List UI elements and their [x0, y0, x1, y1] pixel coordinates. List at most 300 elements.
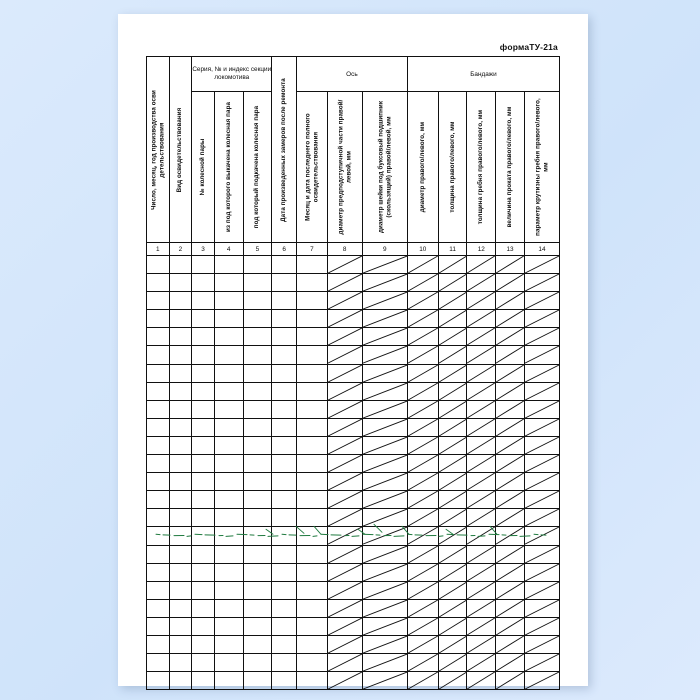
table-cell-c6[interactable] [272, 581, 297, 599]
table-cell-c11[interactable] [438, 364, 467, 382]
table-cell-c6[interactable] [272, 473, 297, 491]
table-cell-c10[interactable] [407, 274, 438, 292]
table-cell-c4[interactable] [214, 400, 243, 418]
table-cell-c3[interactable] [192, 310, 215, 328]
table-cell-c8[interactable] [327, 563, 362, 581]
table-cell-c7[interactable] [296, 400, 327, 418]
table-cell-c9[interactable] [362, 274, 407, 292]
table-cell-c14[interactable] [524, 672, 559, 690]
table-cell-c11[interactable] [438, 581, 467, 599]
table-cell-c2[interactable] [169, 581, 192, 599]
table-cell-c5[interactable] [243, 545, 272, 563]
table-cell-c2[interactable] [169, 310, 192, 328]
table-cell-c10[interactable] [407, 581, 438, 599]
table-cell-c5[interactable] [243, 509, 272, 527]
table-cell-c11[interactable] [438, 527, 467, 545]
table-cell-c4[interactable] [214, 455, 243, 473]
table-cell-c4[interactable] [214, 654, 243, 672]
table-cell-c13[interactable] [496, 364, 525, 382]
table-cell-c3[interactable] [192, 455, 215, 473]
table-cell-c12[interactable] [467, 654, 496, 672]
table-cell-c12[interactable] [467, 455, 496, 473]
table-cell-c6[interactable] [272, 274, 297, 292]
table-cell-c7[interactable] [296, 455, 327, 473]
table-cell-c1[interactable] [147, 418, 170, 436]
table-cell-c9[interactable] [362, 382, 407, 400]
table-cell-c2[interactable] [169, 491, 192, 509]
table-cell-c3[interactable] [192, 563, 215, 581]
table-cell-c11[interactable] [438, 310, 467, 328]
table-cell-c13[interactable] [496, 400, 525, 418]
table-cell-c2[interactable] [169, 654, 192, 672]
table-cell-c1[interactable] [147, 382, 170, 400]
table-cell-c12[interactable] [467, 617, 496, 635]
table-cell-c10[interactable] [407, 491, 438, 509]
table-cell-c5[interactable] [243, 400, 272, 418]
table-cell-c2[interactable] [169, 436, 192, 454]
table-cell-c14[interactable] [524, 654, 559, 672]
table-cell-c7[interactable] [296, 581, 327, 599]
table-cell-c14[interactable] [524, 545, 559, 563]
table-cell-c12[interactable] [467, 436, 496, 454]
table-cell-c10[interactable] [407, 382, 438, 400]
table-cell-c4[interactable] [214, 256, 243, 274]
table-cell-c2[interactable] [169, 509, 192, 527]
table-cell-c7[interactable] [296, 654, 327, 672]
table-cell-c4[interactable] [214, 527, 243, 545]
table-cell-c1[interactable] [147, 256, 170, 274]
table-cell-c6[interactable] [272, 455, 297, 473]
table-cell-c14[interactable] [524, 310, 559, 328]
table-cell-c12[interactable] [467, 346, 496, 364]
table-cell-c13[interactable] [496, 599, 525, 617]
table-cell-c8[interactable] [327, 400, 362, 418]
table-cell-c10[interactable] [407, 509, 438, 527]
table-cell-c9[interactable] [362, 635, 407, 653]
table-cell-c14[interactable] [524, 617, 559, 635]
table-cell-c6[interactable] [272, 599, 297, 617]
table-cell-c1[interactable] [147, 491, 170, 509]
table-cell-c1[interactable] [147, 310, 170, 328]
table-cell-c8[interactable] [327, 491, 362, 509]
table-cell-c7[interactable] [296, 617, 327, 635]
table-cell-c5[interactable] [243, 654, 272, 672]
table-cell-c12[interactable] [467, 599, 496, 617]
table-cell-c4[interactable] [214, 382, 243, 400]
table-cell-c6[interactable] [272, 364, 297, 382]
table-cell-c11[interactable] [438, 346, 467, 364]
table-cell-c7[interactable] [296, 382, 327, 400]
table-cell-c13[interactable] [496, 581, 525, 599]
table-cell-c3[interactable] [192, 382, 215, 400]
table-cell-c1[interactable] [147, 274, 170, 292]
table-cell-c10[interactable] [407, 400, 438, 418]
table-cell-c8[interactable] [327, 635, 362, 653]
table-cell-c10[interactable] [407, 473, 438, 491]
table-cell-c3[interactable] [192, 328, 215, 346]
table-cell-c7[interactable] [296, 599, 327, 617]
table-cell-c8[interactable] [327, 473, 362, 491]
table-cell-c10[interactable] [407, 545, 438, 563]
table-cell-c9[interactable] [362, 346, 407, 364]
table-cell-c14[interactable] [524, 527, 559, 545]
table-cell-c10[interactable] [407, 310, 438, 328]
table-cell-c2[interactable] [169, 563, 192, 581]
table-cell-c10[interactable] [407, 256, 438, 274]
table-cell-c8[interactable] [327, 436, 362, 454]
table-cell-c5[interactable] [243, 418, 272, 436]
table-cell-c3[interactable] [192, 346, 215, 364]
table-cell-c5[interactable] [243, 563, 272, 581]
table-cell-c13[interactable] [496, 274, 525, 292]
table-cell-c5[interactable] [243, 346, 272, 364]
table-cell-c6[interactable] [272, 563, 297, 581]
table-cell-c8[interactable] [327, 617, 362, 635]
table-cell-c9[interactable] [362, 400, 407, 418]
table-cell-c12[interactable] [467, 509, 496, 527]
table-cell-c3[interactable] [192, 418, 215, 436]
table-cell-c7[interactable] [296, 672, 327, 690]
table-cell-c9[interactable] [362, 581, 407, 599]
table-cell-c2[interactable] [169, 346, 192, 364]
table-cell-c4[interactable] [214, 274, 243, 292]
table-cell-c5[interactable] [243, 599, 272, 617]
table-cell-c7[interactable] [296, 274, 327, 292]
table-cell-c4[interactable] [214, 563, 243, 581]
table-cell-c4[interactable] [214, 491, 243, 509]
table-cell-c1[interactable] [147, 436, 170, 454]
table-cell-c14[interactable] [524, 400, 559, 418]
table-cell-c2[interactable] [169, 274, 192, 292]
table-cell-c8[interactable] [327, 527, 362, 545]
table-cell-c2[interactable] [169, 256, 192, 274]
table-cell-c8[interactable] [327, 418, 362, 436]
table-cell-c11[interactable] [438, 382, 467, 400]
table-cell-c12[interactable] [467, 581, 496, 599]
table-cell-c1[interactable] [147, 509, 170, 527]
table-cell-c9[interactable] [362, 599, 407, 617]
table-cell-c12[interactable] [467, 400, 496, 418]
table-cell-c2[interactable] [169, 527, 192, 545]
table-cell-c8[interactable] [327, 599, 362, 617]
table-cell-c5[interactable] [243, 672, 272, 690]
table-cell-c7[interactable] [296, 256, 327, 274]
table-cell-c11[interactable] [438, 617, 467, 635]
table-cell-c10[interactable] [407, 346, 438, 364]
table-cell-c9[interactable] [362, 418, 407, 436]
table-cell-c13[interactable] [496, 527, 525, 545]
table-cell-c4[interactable] [214, 418, 243, 436]
table-cell-c7[interactable] [296, 491, 327, 509]
table-cell-c1[interactable] [147, 473, 170, 491]
table-cell-c4[interactable] [214, 581, 243, 599]
table-cell-c8[interactable] [327, 455, 362, 473]
table-cell-c3[interactable] [192, 581, 215, 599]
table-cell-c14[interactable] [524, 328, 559, 346]
table-cell-c14[interactable] [524, 436, 559, 454]
table-cell-c13[interactable] [496, 545, 525, 563]
table-cell-c4[interactable] [214, 473, 243, 491]
table-cell-c13[interactable] [496, 473, 525, 491]
table-cell-c9[interactable] [362, 310, 407, 328]
table-cell-c13[interactable] [496, 635, 525, 653]
table-cell-c4[interactable] [214, 310, 243, 328]
table-cell-c12[interactable] [467, 563, 496, 581]
table-cell-c8[interactable] [327, 328, 362, 346]
table-cell-c8[interactable] [327, 256, 362, 274]
table-cell-c11[interactable] [438, 436, 467, 454]
table-cell-c4[interactable] [214, 509, 243, 527]
table-cell-c3[interactable] [192, 256, 215, 274]
table-cell-c9[interactable] [362, 473, 407, 491]
table-cell-c1[interactable] [147, 635, 170, 653]
table-cell-c11[interactable] [438, 256, 467, 274]
table-cell-c11[interactable] [438, 635, 467, 653]
table-cell-c4[interactable] [214, 545, 243, 563]
table-cell-c3[interactable] [192, 473, 215, 491]
table-cell-c3[interactable] [192, 436, 215, 454]
table-cell-c2[interactable] [169, 599, 192, 617]
table-cell-c8[interactable] [327, 509, 362, 527]
table-cell-c2[interactable] [169, 672, 192, 690]
table-cell-c4[interactable] [214, 672, 243, 690]
table-cell-c6[interactable] [272, 654, 297, 672]
table-cell-c8[interactable] [327, 672, 362, 690]
table-cell-c1[interactable] [147, 599, 170, 617]
table-cell-c11[interactable] [438, 418, 467, 436]
table-cell-c1[interactable] [147, 545, 170, 563]
table-cell-c11[interactable] [438, 545, 467, 563]
table-cell-c6[interactable] [272, 400, 297, 418]
table-cell-c9[interactable] [362, 617, 407, 635]
table-cell-c4[interactable] [214, 635, 243, 653]
table-cell-c1[interactable] [147, 581, 170, 599]
table-cell-c9[interactable] [362, 527, 407, 545]
table-cell-c11[interactable] [438, 274, 467, 292]
table-cell-c5[interactable] [243, 256, 272, 274]
table-cell-c12[interactable] [467, 382, 496, 400]
table-cell-c1[interactable] [147, 617, 170, 635]
table-cell-c5[interactable] [243, 581, 272, 599]
table-cell-c10[interactable] [407, 418, 438, 436]
table-cell-c9[interactable] [362, 292, 407, 310]
table-cell-c7[interactable] [296, 310, 327, 328]
table-cell-c4[interactable] [214, 328, 243, 346]
table-cell-c7[interactable] [296, 563, 327, 581]
table-cell-c3[interactable] [192, 672, 215, 690]
table-cell-c14[interactable] [524, 364, 559, 382]
table-cell-c9[interactable] [362, 563, 407, 581]
table-cell-c2[interactable] [169, 292, 192, 310]
table-cell-c14[interactable] [524, 509, 559, 527]
table-cell-c9[interactable] [362, 256, 407, 274]
table-cell-c13[interactable] [496, 563, 525, 581]
table-cell-c2[interactable] [169, 545, 192, 563]
table-cell-c5[interactable] [243, 310, 272, 328]
table-cell-c6[interactable] [272, 418, 297, 436]
table-cell-c8[interactable] [327, 545, 362, 563]
table-cell-c7[interactable] [296, 292, 327, 310]
table-cell-c10[interactable] [407, 672, 438, 690]
table-cell-c12[interactable] [467, 527, 496, 545]
table-cell-c6[interactable] [272, 509, 297, 527]
table-cell-c12[interactable] [467, 473, 496, 491]
table-cell-c8[interactable] [327, 382, 362, 400]
table-cell-c4[interactable] [214, 346, 243, 364]
table-cell-c8[interactable] [327, 654, 362, 672]
table-cell-c10[interactable] [407, 455, 438, 473]
table-cell-c4[interactable] [214, 436, 243, 454]
table-cell-c10[interactable] [407, 436, 438, 454]
table-cell-c9[interactable] [362, 328, 407, 346]
table-cell-c4[interactable] [214, 617, 243, 635]
table-cell-c7[interactable] [296, 527, 327, 545]
table-cell-c14[interactable] [524, 491, 559, 509]
table-cell-c7[interactable] [296, 436, 327, 454]
table-cell-c7[interactable] [296, 509, 327, 527]
table-cell-c13[interactable] [496, 672, 525, 690]
table-cell-c1[interactable] [147, 292, 170, 310]
table-cell-c7[interactable] [296, 473, 327, 491]
table-cell-c3[interactable] [192, 617, 215, 635]
table-cell-c3[interactable] [192, 509, 215, 527]
table-cell-c10[interactable] [407, 654, 438, 672]
table-cell-c9[interactable] [362, 491, 407, 509]
table-cell-c13[interactable] [496, 328, 525, 346]
table-cell-c2[interactable] [169, 418, 192, 436]
table-cell-c8[interactable] [327, 274, 362, 292]
table-cell-c12[interactable] [467, 545, 496, 563]
table-cell-c12[interactable] [467, 364, 496, 382]
table-cell-c11[interactable] [438, 328, 467, 346]
table-cell-c8[interactable] [327, 310, 362, 328]
table-cell-c9[interactable] [362, 654, 407, 672]
table-cell-c14[interactable] [524, 274, 559, 292]
table-cell-c11[interactable] [438, 292, 467, 310]
table-cell-c5[interactable] [243, 436, 272, 454]
table-cell-c6[interactable] [272, 436, 297, 454]
table-cell-c11[interactable] [438, 509, 467, 527]
table-cell-c6[interactable] [272, 672, 297, 690]
table-cell-c1[interactable] [147, 364, 170, 382]
table-cell-c5[interactable] [243, 473, 272, 491]
table-cell-c14[interactable] [524, 418, 559, 436]
table-cell-c12[interactable] [467, 635, 496, 653]
table-cell-c12[interactable] [467, 328, 496, 346]
table-cell-c2[interactable] [169, 473, 192, 491]
table-cell-c13[interactable] [496, 418, 525, 436]
table-cell-c1[interactable] [147, 672, 170, 690]
table-cell-c11[interactable] [438, 672, 467, 690]
table-cell-c6[interactable] [272, 527, 297, 545]
table-cell-c13[interactable] [496, 346, 525, 364]
table-cell-c7[interactable] [296, 346, 327, 364]
table-cell-c6[interactable] [272, 346, 297, 364]
table-cell-c13[interactable] [496, 509, 525, 527]
table-cell-c11[interactable] [438, 455, 467, 473]
table-cell-c14[interactable] [524, 292, 559, 310]
table-cell-c3[interactable] [192, 545, 215, 563]
table-cell-c11[interactable] [438, 491, 467, 509]
table-cell-c9[interactable] [362, 509, 407, 527]
table-cell-c10[interactable] [407, 617, 438, 635]
table-cell-c12[interactable] [467, 310, 496, 328]
table-cell-c3[interactable] [192, 274, 215, 292]
table-cell-c3[interactable] [192, 292, 215, 310]
table-cell-c11[interactable] [438, 473, 467, 491]
table-cell-c13[interactable] [496, 455, 525, 473]
table-cell-c6[interactable] [272, 292, 297, 310]
table-cell-c1[interactable] [147, 654, 170, 672]
table-cell-c7[interactable] [296, 364, 327, 382]
table-cell-c3[interactable] [192, 654, 215, 672]
table-cell-c3[interactable] [192, 527, 215, 545]
table-cell-c11[interactable] [438, 563, 467, 581]
table-cell-c4[interactable] [214, 599, 243, 617]
table-cell-c5[interactable] [243, 382, 272, 400]
table-cell-c2[interactable] [169, 400, 192, 418]
table-cell-c5[interactable] [243, 617, 272, 635]
table-cell-c9[interactable] [362, 672, 407, 690]
table-cell-c1[interactable] [147, 400, 170, 418]
table-cell-c14[interactable] [524, 563, 559, 581]
table-cell-c14[interactable] [524, 635, 559, 653]
table-cell-c13[interactable] [496, 617, 525, 635]
table-cell-c4[interactable] [214, 364, 243, 382]
table-cell-c10[interactable] [407, 635, 438, 653]
table-cell-c8[interactable] [327, 364, 362, 382]
table-cell-c14[interactable] [524, 581, 559, 599]
table-cell-c12[interactable] [467, 672, 496, 690]
table-cell-c5[interactable] [243, 527, 272, 545]
table-cell-c8[interactable] [327, 346, 362, 364]
table-cell-c12[interactable] [467, 491, 496, 509]
table-cell-c2[interactable] [169, 328, 192, 346]
table-cell-c13[interactable] [496, 382, 525, 400]
table-cell-c10[interactable] [407, 563, 438, 581]
table-cell-c3[interactable] [192, 635, 215, 653]
table-cell-c14[interactable] [524, 599, 559, 617]
table-cell-c7[interactable] [296, 328, 327, 346]
table-cell-c1[interactable] [147, 328, 170, 346]
table-cell-c1[interactable] [147, 527, 170, 545]
table-cell-c11[interactable] [438, 654, 467, 672]
table-cell-c5[interactable] [243, 364, 272, 382]
table-cell-c12[interactable] [467, 274, 496, 292]
table-cell-c7[interactable] [296, 635, 327, 653]
table-cell-c2[interactable] [169, 382, 192, 400]
table-cell-c6[interactable] [272, 328, 297, 346]
table-cell-c11[interactable] [438, 400, 467, 418]
table-cell-c5[interactable] [243, 292, 272, 310]
table-cell-c13[interactable] [496, 491, 525, 509]
table-cell-c10[interactable] [407, 364, 438, 382]
table-cell-c3[interactable] [192, 491, 215, 509]
table-cell-c1[interactable] [147, 455, 170, 473]
table-cell-c13[interactable] [496, 310, 525, 328]
table-cell-c11[interactable] [438, 599, 467, 617]
table-cell-c6[interactable] [272, 635, 297, 653]
table-cell-c10[interactable] [407, 292, 438, 310]
table-cell-c9[interactable] [362, 364, 407, 382]
table-cell-c6[interactable] [272, 382, 297, 400]
table-cell-c6[interactable] [272, 491, 297, 509]
table-cell-c1[interactable] [147, 346, 170, 364]
table-cell-c5[interactable] [243, 491, 272, 509]
table-cell-c13[interactable] [496, 654, 525, 672]
table-cell-c2[interactable] [169, 635, 192, 653]
table-cell-c9[interactable] [362, 455, 407, 473]
